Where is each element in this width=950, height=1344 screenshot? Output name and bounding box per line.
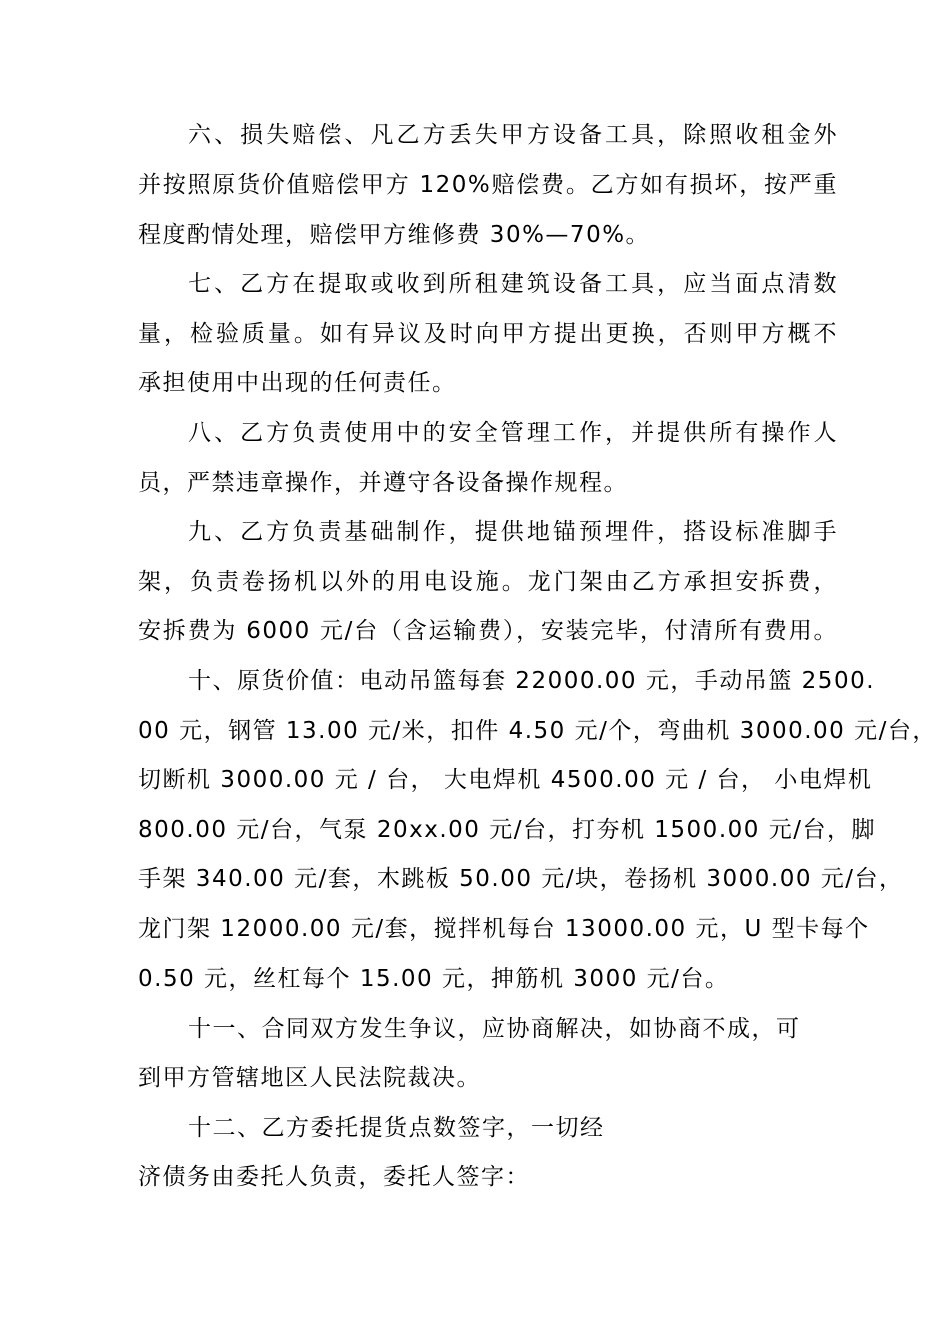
text-line: 员，严禁违章操作，并遵守各设备操作规程。 <box>138 470 628 496</box>
text-line: 程度酌情处理，赔偿甲方维修费 30%—70%。 <box>138 222 651 248</box>
text-line: 0.50 元，丝杠每个 15.00 元，抻筋机 3000 元/台。 <box>138 966 730 992</box>
text-line: 承担使用中出现的任何责任。 <box>138 370 457 396</box>
text-line: 到甲方管辖地区人民法院裁决。 <box>138 1065 481 1091</box>
text-line: 手架 340.00 元/套，木跳板 50.00 元/块，卷扬机 3000.00 元/台， <box>138 866 904 892</box>
text-line: 七、乙方在提取或收到所租建筑设备工具，应当面点清数 <box>188 271 838 297</box>
text-line: 九、乙方负责基础制作，提供地锚预埋件，搭设标准脚手 <box>188 519 838 545</box>
text-line: 00 元，钢管 13.00 元/米，扣件 4.50 元/个，弯曲机 3000.00 元/台， <box>138 718 937 744</box>
text-line: 安拆费为 6000 元/台（含运输费），安装完毕，付清所有费用。 <box>138 618 838 644</box>
text-line: 十一、合同双方发生争议，应协商解决，如协商不成，可 <box>188 1016 801 1042</box>
text-line: 六、损失赔偿、凡乙方丢失甲方设备工具，除照收租金外 <box>188 122 838 148</box>
text-line: 十、原货价值：电动吊篮每套 22000.00 元，手动吊篮 2500. <box>188 668 876 694</box>
text-line: 龙门架 12000.00 元/套，搅拌机每台 13000.00 元，U 型卡每个 <box>138 916 870 942</box>
text-line: 800.00 元/台，气泵 20xx.00 元/台，打夯机 1500.00 元/台，脚 <box>138 817 876 843</box>
text-line: 切断机 3000.00 元 / 台， 大电焊机 4500.00 元 / 台， 小电焊机 <box>138 767 873 793</box>
text-line: 十二、乙方委托提货点数签字，一切经 <box>188 1115 605 1141</box>
text-line: 架，负责卷扬机以外的用电设施。龙门架由乙方承担安拆费， <box>138 569 838 595</box>
text-line: 量，检验质量。如有异议及时向甲方提出更换，否则甲方概不 <box>138 321 838 347</box>
text-line: 八、乙方负责使用中的安全管理工作，并提供所有操作人 <box>188 420 838 446</box>
text-line: 并按照原货价值赔偿甲方 120%赔偿费。乙方如有损坏，按严重 <box>138 172 838 198</box>
text-line: 济债务由委托人负责，委托人签字： <box>138 1164 530 1190</box>
